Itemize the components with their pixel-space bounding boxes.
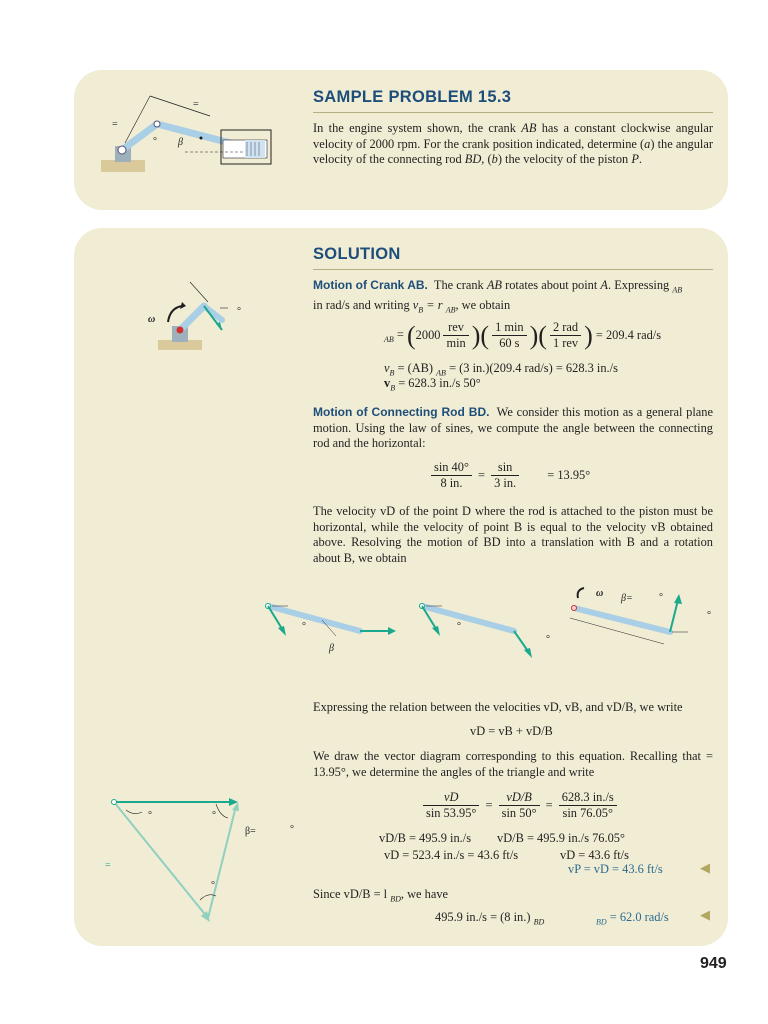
fig-label-eq1: = — [193, 99, 199, 110]
fig-label-deg: ° — [153, 136, 157, 147]
vb-vector-equation: $v_B = 628.3$ in./s 50° — [384, 376, 481, 393]
result-vdb-vector: vD/B = 495.9 in./s 76.05° — [497, 831, 625, 845]
rotation-about-b-figure — [566, 586, 706, 656]
answer-marker-1: ◀ — [700, 860, 710, 875]
fig-label-eq2: = — [112, 119, 118, 130]
triangle-eq: = — [105, 860, 111, 871]
engine-figure — [95, 88, 275, 178]
title-rule — [313, 112, 713, 113]
result-vp: vP = vD = 43.6 ft/s — [568, 862, 663, 876]
final-result: $_{BD}$ = 62.0 rad/s — [596, 910, 669, 927]
fig1-beta: β — [329, 643, 334, 654]
triangle-beta-eq: β= — [245, 826, 256, 837]
answer-marker-2: ◀ — [700, 907, 710, 922]
vector-triangle — [104, 792, 264, 932]
page-number: 949 — [700, 955, 727, 972]
triangle-deg2: ° — [148, 810, 152, 821]
vb-equation: $v_B = (AB) _{AB} = (3$ in.)(209.4 rad/s) = 628.3 in./s — [384, 361, 618, 378]
triangle-deg: ° — [290, 824, 294, 835]
triangle-deg4: ° — [211, 880, 215, 891]
problem-statement: In the engine system shown, the crank AB has a constant clockwise angular velocity of 2000 rpm. For the crank position indicated, determine (a) the angular velocity of the connecting rod BD, (b) the velocity of the piston P. — [313, 121, 713, 166]
rod-paragraph: Motion of Connecting Rod BD. We consider this motion as a general plane motion. Using the law of sines, we compute the angle between the connecting rod and the horizontal: — [313, 405, 713, 450]
since-paragraph: Since vD/B = l $_{BD}$, we have — [313, 887, 449, 904]
result-vd: vD = 523.4 in./s = 43.6 ft/s — [384, 848, 519, 862]
crank-paragraph: Motion of Crank AB. The crank AB rotates about point A. Expressing $_{AB}$ in rad/s and writing $v_B = r$ $_{AB}$, we obtain — [313, 278, 683, 315]
fig3-beta-eq: β= — [621, 593, 633, 604]
result-vd-vector: vD = 43.6 ft/s — [560, 848, 629, 862]
fig3-omega: ω — [596, 588, 604, 599]
fig2-deg2: ° — [546, 634, 550, 645]
fig2-deg: ° — [457, 621, 461, 632]
fig-label-beta: β — [178, 137, 183, 148]
final-equation: 495.9 in./s = (8 in.) $_{BD}$ — [435, 910, 545, 927]
solution-rule — [313, 269, 713, 270]
rotation-figure — [416, 598, 556, 658]
result-vdb: vD/B = 495.9 in./s — [379, 831, 472, 845]
relation-equation: vD = vB + vD/B — [470, 724, 553, 738]
diagram-paragraph: We draw the vector diagram corresponding to this equation. Recalling that = 13.95°, we determine the angles of the triangle and write — [313, 749, 713, 779]
triangle-deg3: ° — [212, 810, 216, 821]
triangle-law-of-sines: $\frac{vD}{\sin 53.95^\circ}$ = $\frac{vD/B}{\sin 50^\circ}$ = $\frac{628.3 in./s}{\sin 76.05^\circ}$ — [420, 790, 620, 821]
fig3-deg2: ° — [707, 610, 711, 621]
sample-problem-title: SAMPLE PROBLEM 15.3 — [313, 88, 512, 106]
crank-figure — [148, 278, 248, 358]
solution-title: SOLUTION — [313, 245, 401, 263]
fig3-deg: ° — [659, 592, 663, 603]
law-of-sines-equation: $\frac{\sin 40^\circ}{8 in.}$ = $\frac{\sin}{3 in.}$ = 13.95° — [428, 460, 590, 491]
fig1-deg: ° — [302, 621, 306, 632]
crank-deg: ° — [237, 306, 241, 317]
omega-ab-equation: $_{AB}$ = (2000 $\frac{\text{rev}}{\min}$ )( $\frac{1 \min}{60 s}$ )( $\frac{\text{2 rad}}{\text{1 rev}}$ ) = 209.4 rad/s — [384, 320, 662, 350]
relation-paragraph: Expressing the relation between the velocities vD, vB, and vD/B, we write — [313, 700, 683, 714]
velocity-paragraph: The velocity vD of the point D where the rod is attached to the piston must be horizontal, while the velocity of point B is equal to the velocity vB obtained above. Resolving the motion of BD into a translation with B and a rotation about B, we obtain — [313, 504, 713, 565]
crank-omega-label: ω — [148, 314, 156, 325]
